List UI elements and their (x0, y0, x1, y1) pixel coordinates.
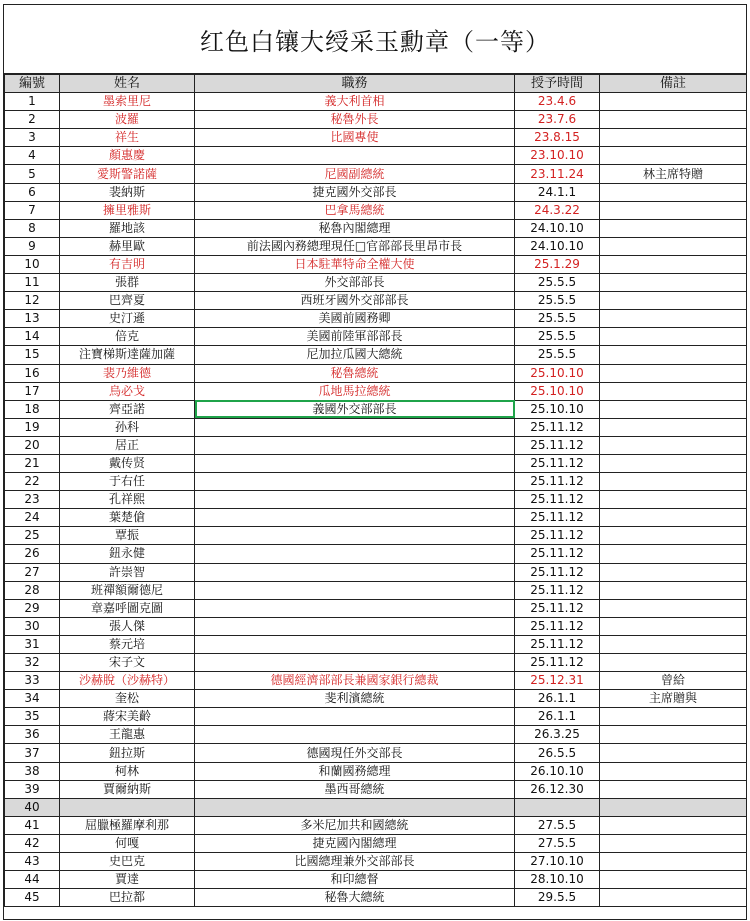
cell-date[interactable]: 29.5.5 (515, 889, 600, 907)
cell-no[interactable]: 34 (5, 690, 60, 708)
table-row (5, 491, 747, 509)
cell-position[interactable]: 秘魯內閣總理 (195, 219, 515, 237)
cell-note[interactable] (600, 436, 747, 454)
cell-date[interactable]: 27.5.5 (515, 834, 600, 852)
cell-name[interactable]: 孔祥熙 (60, 491, 195, 509)
cell-name[interactable]: 屈臘極羅摩利那 (60, 816, 195, 834)
cell-note[interactable] (600, 527, 747, 545)
cell-note[interactable] (600, 708, 747, 726)
cell-name[interactable]: 柯林 (60, 762, 195, 780)
cell-no[interactable]: 11 (5, 274, 60, 292)
cell-no[interactable]: 28 (5, 581, 60, 599)
cell-position[interactable]: 斐利濱總統 (195, 690, 515, 708)
cell-name[interactable]: 注寶梯斯達薩加薩 (60, 346, 195, 364)
table-row (5, 744, 747, 762)
table-row (5, 762, 747, 780)
cell-name[interactable]: 鈕永健 (60, 545, 195, 563)
cell-no[interactable]: 18 (5, 400, 60, 418)
cell-note[interactable] (600, 382, 747, 400)
table-row (5, 599, 747, 617)
cell-date[interactable]: 25.11.12 (515, 527, 600, 545)
cell-name[interactable]: 裴納斯 (60, 183, 195, 201)
table-row (5, 672, 747, 690)
cell-name[interactable]: 史汀遜 (60, 310, 195, 328)
cell-date[interactable]: 25.11.12 (515, 617, 600, 635)
cell-name[interactable]: 史巴克 (60, 853, 195, 871)
cell-position[interactable]: 秘魯外長 (195, 111, 515, 129)
cell-note[interactable] (600, 292, 747, 310)
cell-note[interactable] (600, 473, 747, 491)
cell-name[interactable]: 章嘉呼圖克圖 (60, 599, 195, 617)
cell-no[interactable]: 4 (5, 147, 60, 165)
cell-date[interactable]: 25.11.12 (515, 635, 600, 653)
cell-date[interactable]: 25.11.12 (515, 473, 600, 491)
cell-position[interactable]: 比國總理兼外交部部長 (195, 853, 515, 871)
cell-no[interactable]: 21 (5, 454, 60, 472)
cell-position[interactable]: 秘魯總統 (195, 364, 515, 382)
spreadsheet-sheet (3, 4, 747, 920)
cell-note[interactable] (600, 599, 747, 617)
table-row (5, 400, 747, 418)
cell-date[interactable]: 25.10.10 (515, 400, 600, 418)
cell-no[interactable]: 24 (5, 509, 60, 527)
cell-note[interactable] (600, 219, 747, 237)
cell-name[interactable]: 居正 (60, 436, 195, 454)
cell-note[interactable] (600, 111, 747, 129)
cell-date[interactable]: 25.11.12 (515, 599, 600, 617)
cell-position[interactable] (195, 436, 515, 454)
cell-name[interactable]: 葉楚傖 (60, 509, 195, 527)
header-date[interactable]: 授予時間 (515, 75, 600, 93)
cell-note[interactable] (600, 871, 747, 889)
cell-no[interactable]: 35 (5, 708, 60, 726)
cell-position[interactable]: 義國外交部部長 (195, 400, 515, 418)
cell-note[interactable] (600, 346, 747, 364)
cell-note[interactable] (600, 400, 747, 418)
cell-no[interactable]: 3 (5, 129, 60, 147)
cell-name[interactable]: 巴齊夏 (60, 292, 195, 310)
cell-date[interactable]: 25.5.5 (515, 292, 600, 310)
cell-name[interactable]: 擁里雅斯 (60, 201, 195, 219)
cell-position[interactable] (195, 454, 515, 472)
table-row (5, 834, 747, 852)
cell-note[interactable] (600, 581, 747, 599)
cell-date[interactable]: 26.10.10 (515, 762, 600, 780)
header-row (5, 75, 747, 93)
cell-note[interactable] (600, 744, 747, 762)
cell-note[interactable] (600, 780, 747, 798)
cell-position[interactable] (195, 527, 515, 545)
table-row (5, 889, 747, 907)
cell-no[interactable]: 31 (5, 635, 60, 653)
cell-position[interactable]: 瓜地馬拉總統 (195, 382, 515, 400)
cell-name[interactable]: 沙赫脫（沙赫特） (60, 672, 195, 690)
table-row (5, 129, 747, 147)
table-row (5, 509, 747, 527)
cell-position[interactable] (195, 798, 515, 816)
cell-note[interactable] (600, 147, 747, 165)
cell-position[interactable]: 比國專使 (195, 129, 515, 147)
cell-no[interactable]: 32 (5, 654, 60, 672)
cell-no[interactable]: 26 (5, 545, 60, 563)
cell-date[interactable]: 23.10.10 (515, 147, 600, 165)
cell-date[interactable]: 24.10.10 (515, 219, 600, 237)
cell-no[interactable]: 38 (5, 762, 60, 780)
cell-date[interactable]: 25.10.10 (515, 364, 600, 382)
table-row (5, 147, 747, 165)
cell-no[interactable]: 14 (5, 328, 60, 346)
cell-note[interactable] (600, 129, 747, 147)
cell-no[interactable]: 29 (5, 599, 60, 617)
cell-no[interactable]: 42 (5, 834, 60, 852)
cell-date[interactable]: 25.11.12 (515, 454, 600, 472)
cell-date[interactable]: 26.3.25 (515, 726, 600, 744)
cell-note[interactable] (600, 853, 747, 871)
cell-no[interactable]: 37 (5, 744, 60, 762)
cell-no[interactable]: 1 (5, 93, 60, 111)
cell-date[interactable]: 23.4.6 (515, 93, 600, 111)
header-note[interactable]: 備註 (600, 75, 747, 93)
table-row (5, 274, 747, 292)
table-row (5, 255, 747, 273)
cell-position[interactable]: 義大利首相 (195, 93, 515, 111)
cell-note[interactable] (600, 834, 747, 852)
cell-position[interactable]: 前法國內務總理現任□官部部長里昂市長 (195, 237, 515, 255)
cell-no[interactable]: 7 (5, 201, 60, 219)
cell-date[interactable]: 25.10.10 (515, 382, 600, 400)
cell-note[interactable] (600, 454, 747, 472)
cell-name[interactable]: 覃振 (60, 527, 195, 545)
cell-position[interactable]: 尼國副總統 (195, 165, 515, 183)
cell-note[interactable] (600, 654, 747, 672)
cell-no[interactable]: 41 (5, 816, 60, 834)
table-row (5, 111, 747, 129)
cell-note[interactable]: 曾給 (600, 672, 747, 690)
cell-name[interactable]: 齊亞諾 (60, 400, 195, 418)
table-row (5, 853, 747, 871)
cell-position[interactable]: 美國前陸軍部部長 (195, 328, 515, 346)
cell-name[interactable]: 張群 (60, 274, 195, 292)
table-row (5, 871, 747, 889)
table-row (5, 364, 747, 382)
cell-note[interactable] (600, 563, 747, 581)
cell-name[interactable]: 愛斯警諾薩 (60, 165, 195, 183)
cell-no[interactable]: 39 (5, 780, 60, 798)
cell-position[interactable]: 和蘭國務總理 (195, 762, 515, 780)
cell-date[interactable]: 25.5.5 (515, 310, 600, 328)
cell-no[interactable]: 12 (5, 292, 60, 310)
cell-no[interactable]: 23 (5, 491, 60, 509)
cell-no[interactable]: 5 (5, 165, 60, 183)
cell-note[interactable] (600, 889, 747, 907)
table-body (5, 93, 747, 907)
cell-date[interactable]: 25.11.12 (515, 436, 600, 454)
cell-position[interactable] (195, 708, 515, 726)
cell-no[interactable]: 16 (5, 364, 60, 382)
table-row (5, 165, 747, 183)
cell-position[interactable] (195, 418, 515, 436)
table-row (5, 346, 747, 364)
table-row (5, 798, 747, 816)
cell-position[interactable]: 多米尼加共和國總統 (195, 816, 515, 834)
cell-name[interactable]: 賈爾納斯 (60, 780, 195, 798)
table-row (5, 454, 747, 472)
cell-position[interactable] (195, 581, 515, 599)
cell-date[interactable]: 23.7.6 (515, 111, 600, 129)
cell-no[interactable]: 30 (5, 617, 60, 635)
cell-no[interactable]: 17 (5, 382, 60, 400)
cell-no[interactable]: 25 (5, 527, 60, 545)
table-row (5, 310, 747, 328)
cell-no[interactable]: 45 (5, 889, 60, 907)
cell-no[interactable]: 9 (5, 237, 60, 255)
cell-note[interactable] (600, 798, 747, 816)
cell-note[interactable] (600, 93, 747, 111)
cell-date[interactable]: 23.11.24 (515, 165, 600, 183)
cell-name[interactable]: 奎松 (60, 690, 195, 708)
cell-no[interactable]: 19 (5, 418, 60, 436)
cell-position[interactable]: 和印總督 (195, 871, 515, 889)
cell-no[interactable]: 33 (5, 672, 60, 690)
cell-no[interactable]: 27 (5, 563, 60, 581)
cell-date[interactable]: 27.10.10 (515, 853, 600, 871)
cell-date[interactable]: 25.5.5 (515, 274, 600, 292)
cell-position[interactable]: 秘魯大總統 (195, 889, 515, 907)
cell-no[interactable]: 20 (5, 436, 60, 454)
table-row (5, 690, 747, 708)
cell-name[interactable]: 倍克 (60, 328, 195, 346)
cell-date[interactable]: 26.1.1 (515, 690, 600, 708)
cell-note[interactable] (600, 274, 747, 292)
cell-position[interactable] (195, 509, 515, 527)
table-row (5, 581, 747, 599)
cell-position[interactable] (195, 726, 515, 744)
cell-name[interactable]: 何嘎 (60, 834, 195, 852)
cell-position[interactable]: 德國經濟部部長兼國家銀行總裁 (195, 672, 515, 690)
cell-name[interactable]: 有吉明 (60, 255, 195, 273)
table-row (5, 780, 747, 798)
cell-date[interactable]: 27.5.5 (515, 816, 600, 834)
cell-name[interactable]: 裴乃維德 (60, 364, 195, 382)
header-name[interactable]: 姓名 (60, 75, 195, 93)
cell-name[interactable]: 賈達 (60, 871, 195, 889)
cell-name[interactable]: 孙科 (60, 418, 195, 436)
cell-position[interactable]: 墨西哥總統 (195, 780, 515, 798)
cell-date[interactable]: 28.10.10 (515, 871, 600, 889)
cell-position[interactable]: 德國現任外交部長 (195, 744, 515, 762)
cell-date[interactable]: 26.12.30 (515, 780, 600, 798)
cell-note[interactable] (600, 617, 747, 635)
cell-no[interactable]: 40 (5, 798, 60, 816)
cell-date[interactable]: 25.5.5 (515, 328, 600, 346)
cell-date[interactable] (515, 798, 600, 816)
cell-name[interactable]: 戴传贤 (60, 454, 195, 472)
cell-note[interactable] (600, 545, 747, 563)
cell-name[interactable]: 于右任 (60, 473, 195, 491)
cell-note[interactable] (600, 201, 747, 219)
cell-name[interactable]: 班禪額爾德尼 (60, 581, 195, 599)
cell-name[interactable]: 烏必戈 (60, 382, 195, 400)
cell-position[interactable] (195, 545, 515, 563)
cell-note[interactable] (600, 364, 747, 382)
cell-note[interactable] (600, 237, 747, 255)
cell-no[interactable]: 8 (5, 219, 60, 237)
cell-date[interactable]: 23.8.15 (515, 129, 600, 147)
cell-note[interactable]: 主席贈與 (600, 690, 747, 708)
table-row (5, 418, 747, 436)
cell-note[interactable] (600, 491, 747, 509)
table-row (5, 545, 747, 563)
cell-name[interactable]: 巴拉都 (60, 889, 195, 907)
table-row (5, 292, 747, 310)
cell-position[interactable]: 外交部部長 (195, 274, 515, 292)
cell-date[interactable]: 24.1.1 (515, 183, 600, 201)
cell-date[interactable]: 25.1.29 (515, 255, 600, 273)
cell-note[interactable] (600, 328, 747, 346)
cell-no[interactable]: 6 (5, 183, 60, 201)
cell-note[interactable]: 林主席特贈 (600, 165, 747, 183)
table-row (5, 201, 747, 219)
table-row (5, 708, 747, 726)
cell-note[interactable] (600, 509, 747, 527)
cell-date[interactable]: 25.11.12 (515, 581, 600, 599)
sheet-title: 红色白镶大绶采玉勳章（一等） (4, 5, 746, 74)
cell-note[interactable] (600, 816, 747, 834)
cell-name[interactable]: 鈕拉斯 (60, 744, 195, 762)
cell-name[interactable]: 王龍惠 (60, 726, 195, 744)
cell-date[interactable]: 25.11.12 (515, 418, 600, 436)
cell-date[interactable]: 25.11.12 (515, 545, 600, 563)
cell-date[interactable]: 25.11.12 (515, 491, 600, 509)
cell-name[interactable]: 宋子文 (60, 654, 195, 672)
cell-date[interactable]: 25.5.5 (515, 346, 600, 364)
cell-position[interactable] (195, 599, 515, 617)
cell-name[interactable]: 墨索里尼 (60, 93, 195, 111)
cell-date[interactable]: 25.12.31 (515, 672, 600, 690)
cell-no[interactable]: 44 (5, 871, 60, 889)
cell-date[interactable]: 25.11.12 (515, 654, 600, 672)
header-position[interactable]: 職務 (195, 75, 515, 93)
cell-date[interactable]: 26.5.5 (515, 744, 600, 762)
cell-date[interactable]: 25.11.12 (515, 509, 600, 527)
cell-name[interactable]: 張人傑 (60, 617, 195, 635)
cell-no[interactable]: 43 (5, 853, 60, 871)
cell-note[interactable] (600, 635, 747, 653)
cell-position[interactable] (195, 563, 515, 581)
header-no[interactable]: 編號 (5, 75, 60, 93)
cell-note[interactable] (600, 418, 747, 436)
cell-position[interactable] (195, 491, 515, 509)
table-row (5, 654, 747, 672)
cell-date[interactable]: 24.3.22 (515, 201, 600, 219)
cell-date[interactable]: 26.1.1 (515, 708, 600, 726)
table-row (5, 382, 747, 400)
cell-date[interactable]: 25.11.12 (515, 563, 600, 581)
cell-position[interactable] (195, 635, 515, 653)
table-row (5, 617, 747, 635)
cell-position[interactable] (195, 147, 515, 165)
table-row (5, 635, 747, 653)
cell-date[interactable]: 24.10.10 (515, 237, 600, 255)
table-row (5, 436, 747, 454)
table-row (5, 726, 747, 744)
cell-no[interactable]: 10 (5, 255, 60, 273)
cell-position[interactable]: 西班牙國外交部部長 (195, 292, 515, 310)
cell-note[interactable] (600, 762, 747, 780)
cell-name[interactable]: 赫里歐 (60, 237, 195, 255)
cell-name[interactable]: 波羅 (60, 111, 195, 129)
cell-note[interactable] (600, 310, 747, 328)
cell-note[interactable] (600, 255, 747, 273)
medal-table (4, 74, 747, 907)
cell-no[interactable]: 36 (5, 726, 60, 744)
cell-note[interactable] (600, 183, 747, 201)
cell-name[interactable]: 蔣宋美齡 (60, 708, 195, 726)
cell-name[interactable]: 許崇智 (60, 563, 195, 581)
cell-name[interactable] (60, 798, 195, 816)
table-row (5, 328, 747, 346)
cell-position[interactable]: 日本駐華特命全權大使 (195, 255, 515, 273)
cell-position[interactable]: 巴拿馬總統 (195, 201, 515, 219)
cell-position[interactable]: 捷克國外交部長 (195, 183, 515, 201)
table-row (5, 816, 747, 834)
cell-position[interactable] (195, 654, 515, 672)
cell-no[interactable]: 13 (5, 310, 60, 328)
cell-no[interactable]: 22 (5, 473, 60, 491)
cell-name[interactable]: 顏惠慶 (60, 147, 195, 165)
cell-position[interactable] (195, 473, 515, 491)
cell-name[interactable]: 蔡元培 (60, 635, 195, 653)
cell-note[interactable] (600, 726, 747, 744)
table-row (5, 219, 747, 237)
table-row (5, 237, 747, 255)
cell-position[interactable]: 尼加拉瓜國大總統 (195, 346, 515, 364)
cell-name[interactable]: 羅地該 (60, 219, 195, 237)
cell-no[interactable]: 15 (5, 346, 60, 364)
cell-position[interactable]: 美國前國務卿 (195, 310, 515, 328)
table-row (5, 473, 747, 491)
cell-name[interactable]: 祥生 (60, 129, 195, 147)
cell-no[interactable]: 2 (5, 111, 60, 129)
table-row (5, 93, 747, 111)
cell-position[interactable] (195, 617, 515, 635)
table-row (5, 563, 747, 581)
table-row (5, 527, 747, 545)
cell-position[interactable]: 捷克國內閣總理 (195, 834, 515, 852)
table-row (5, 183, 747, 201)
